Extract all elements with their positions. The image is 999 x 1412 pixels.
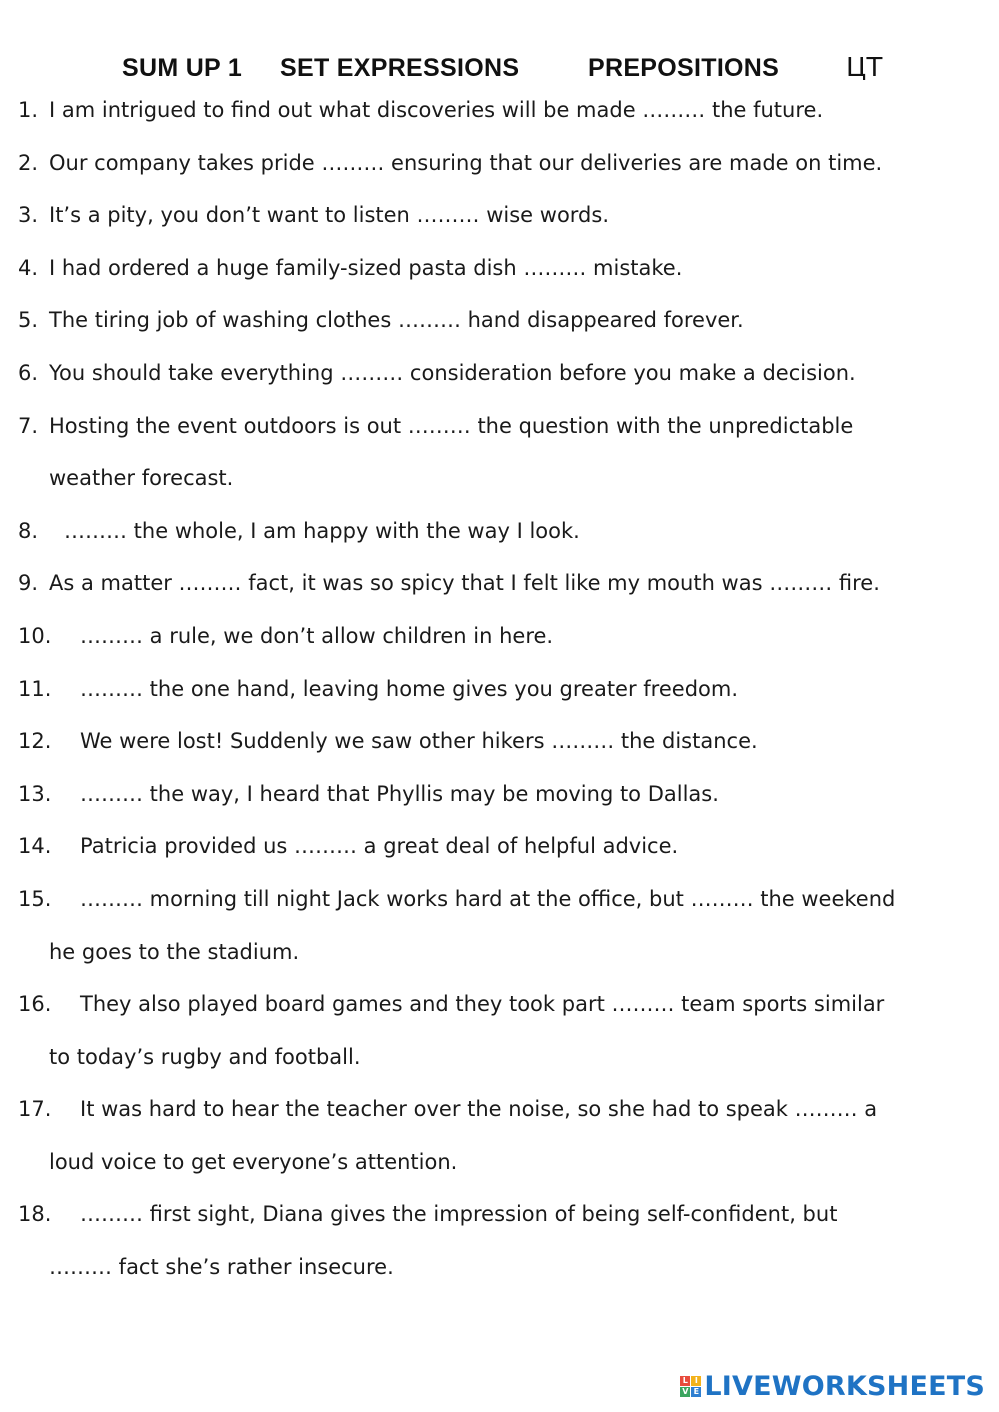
list-item <box>18 353 978 406</box>
list-item <box>18 406 978 459</box>
item-text-continued: he goes to the stadium. <box>49 939 300 964</box>
item-number: 15. <box>18 886 52 911</box>
item-number: 2. <box>18 150 39 175</box>
item-text: Hosting the event outdoors is out ……… the question with the unpredictable <box>49 413 854 438</box>
list-item <box>18 563 978 616</box>
badge-letter: I <box>691 1376 701 1386</box>
item-text: ……… the way, I heard that Phyllis may be moving to Dallas. <box>80 781 719 806</box>
list-item <box>18 90 978 143</box>
item-text: The tiring job of washing clothes ……… hand disappeared forever. <box>49 308 744 333</box>
item-number: 10. <box>18 623 52 648</box>
item-number: 8. <box>18 518 39 543</box>
list-item <box>18 984 978 1037</box>
item-text-continued: loud voice to get everyone’s attention. <box>49 1149 458 1174</box>
list-item-continuation <box>18 1247 978 1300</box>
item-number: 5. <box>18 308 39 333</box>
item-number: 13. <box>18 781 52 806</box>
item-text: It’s a pity, you don’t want to listen ……… wise words. <box>49 203 609 228</box>
badge-letter: L <box>680 1376 690 1386</box>
list-item-continuation <box>18 1142 978 1195</box>
list-item <box>18 300 978 353</box>
list-item <box>18 774 978 827</box>
item-text: ……… a rule, we don’t allow children in here. <box>80 623 554 648</box>
item-number: 16. <box>18 992 52 1017</box>
item-number: 17. <box>18 1097 52 1122</box>
list-item <box>18 1089 978 1142</box>
item-number: 11. <box>18 676 52 701</box>
item-number: 7. <box>18 413 39 438</box>
item-number: 6. <box>18 360 39 385</box>
item-text: As a matter ……… fact, it was so spicy that I felt like my mouth was ……… fire. <box>49 571 880 596</box>
item-text-continued: to today’s rugby and football. <box>49 1044 361 1069</box>
item-text: Our company takes pride ……… ensuring that our deliveries are made on time. <box>49 150 883 175</box>
logo-text: LIVEWORKSHEETS <box>704 1370 985 1402</box>
live-badge-icon <box>680 1376 701 1397</box>
badge-letter: E <box>691 1387 701 1397</box>
item-text: Patricia provided us ……… a great deal of helpful advice. <box>80 834 679 859</box>
item-number: 3. <box>18 203 39 228</box>
list-item-continuation <box>18 1037 978 1090</box>
title-prepositions: PREPOSITIONS <box>588 54 780 82</box>
list-item <box>18 669 978 722</box>
item-text: They also played board games and they took part ……… team sports similar <box>80 992 885 1017</box>
item-number: 14. <box>18 834 52 859</box>
page-title <box>122 52 883 84</box>
item-text: We were lost! Suddenly we saw other hikers ……… the distance. <box>80 729 758 754</box>
title-ct: ЦТ <box>846 53 883 83</box>
item-text: ……… the one hand, leaving home gives you greater freedom. <box>80 676 739 701</box>
item-number: 1. <box>18 98 39 122</box>
item-number: 4. <box>18 255 39 280</box>
list-item <box>18 721 978 774</box>
list-item <box>18 195 978 248</box>
list-item <box>18 143 978 196</box>
list-item <box>18 248 978 301</box>
item-text-continued: ……… fact she’s rather insecure. <box>49 1255 394 1280</box>
title-sum-up: SUM UP 1 <box>122 54 243 82</box>
item-text: I am intrigued to find out what discoveries will be made ……… the future. <box>49 98 824 122</box>
item-text: I had ordered a huge family-sized pasta dish ……… mistake. <box>49 255 683 280</box>
item-number: 18. <box>18 1202 52 1227</box>
item-text: You should take everything ……… consideration before you make a decision. <box>49 360 856 385</box>
liveworksheets-logo[interactable] <box>680 1370 985 1402</box>
item-text: ……… morning till night Jack works hard at the office, but ……… the weekend <box>80 886 896 911</box>
list-item-continuation <box>18 932 978 985</box>
exercise-list <box>18 90 978 1300</box>
title-set-expressions: SET EXPRESSIONS <box>280 54 520 82</box>
item-text-continued: weather forecast. <box>49 466 234 491</box>
list-item-continuation <box>18 458 978 511</box>
list-item <box>18 879 978 932</box>
list-item <box>18 826 978 879</box>
item-text: ……… the whole, I am happy with the way I look. <box>64 518 580 543</box>
list-item <box>18 1194 978 1247</box>
badge-letter: V <box>682 1386 689 1396</box>
item-number: 9. <box>18 571 39 596</box>
item-text: ……… first sight, Diana gives the impression of being self-confident, but <box>80 1202 838 1227</box>
item-number: 12. <box>18 729 52 754</box>
item-text: It was hard to hear the teacher over the noise, so she had to speak ……… a <box>80 1097 878 1122</box>
list-item <box>18 616 978 669</box>
list-item <box>18 511 978 564</box>
